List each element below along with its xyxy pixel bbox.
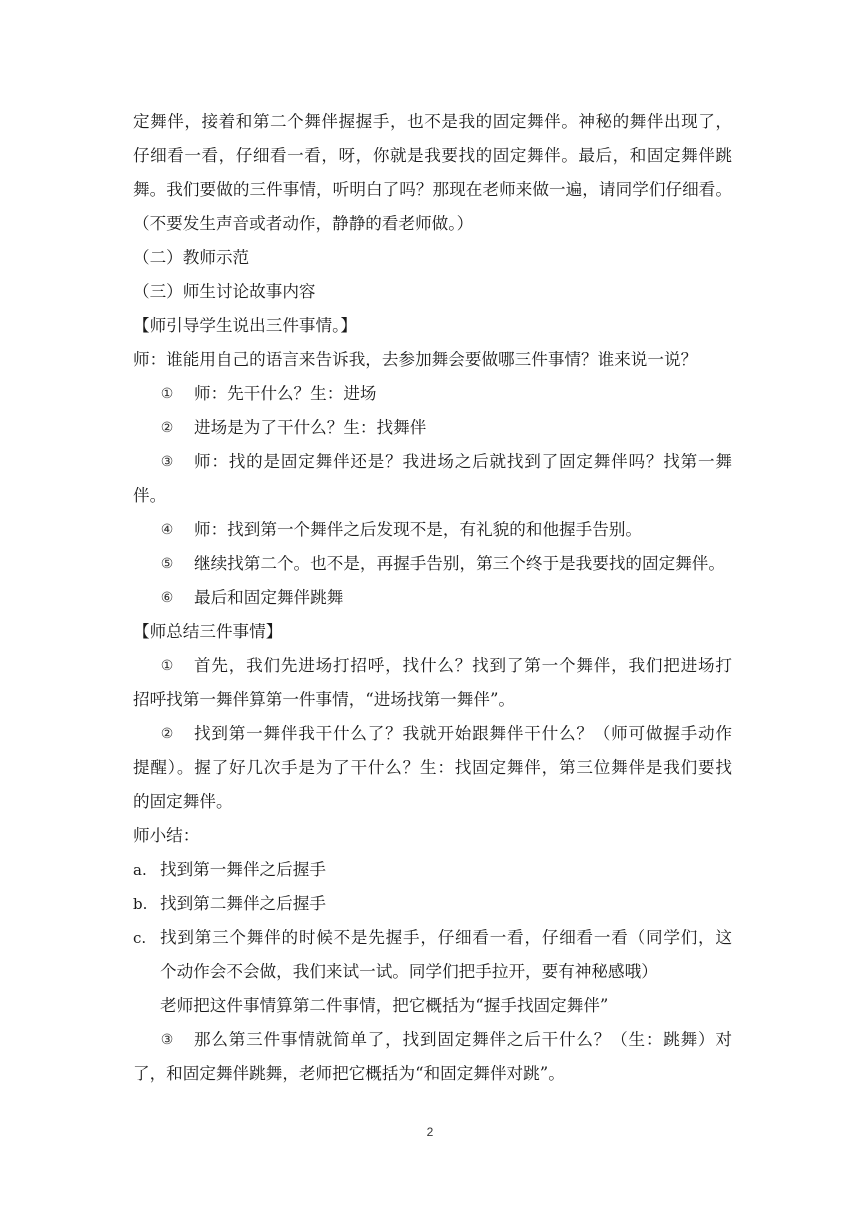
list-number: ⑥ [160,590,174,606]
bracket-heading: 【师总结三件事情】 [133,622,283,641]
list-item: 最后和固定舞伴跳舞 [194,588,344,607]
list-number: ② [160,726,174,742]
section-heading: （二）教师示范 [133,248,250,267]
list-item: 师：先干什么？生：进场 [194,384,377,403]
list-number: ⑤ [160,556,174,572]
list-item: 师：找的是固定舞伴还是？我进场之后就找到了固定舞伴吗？找第一舞 [194,452,732,471]
paragraph-line: 定舞伴，接着和第二个舞伴握握手，也不是我的固定舞伴。神秘的舞伴出现了， [133,112,732,131]
paragraph-line: 师：谁能用自己的语言来告诉我，去参加舞会要做哪三件事情？谁来说一说？ [133,350,698,369]
list-item-continuation: 招呼找第一舞伴算第一件事情，“进场找第一舞伴”。 [133,690,516,709]
paragraph-line: （不要发生声音或者动作，静静的看老师做。） [133,214,474,233]
list-item-continuation: 了，和固定舞伴跳舞，老师把它概括为“和固定舞伴对跳”。 [133,1064,565,1083]
summary-label: 师小结： [133,826,200,845]
list-number: ① [160,386,174,402]
list-letter: a. [133,861,147,879]
list-item-continuation: 提醒）。握了好几次手是为了干什么？生：找固定舞伴，第三位舞伴是我们要找 [133,758,732,777]
list-number: ③ [160,454,174,470]
list-item: 那么第三件事情就简单了，找到固定舞伴之后干什么？（生：跳舞）对 [194,1030,732,1049]
list-item: 找到第三个舞伴的时候不是先握手，仔细看一看，仔细看一看（同学们，这 [160,928,732,947]
list-item: 找到第一舞伴之后握手 [160,860,326,879]
list-letter: c. [133,929,147,947]
list-item-continuation: 伴。 [133,486,167,505]
list-item: 找到第一舞伴我干什么了？我就开始跟舞伴干什么？（师可做握手动作 [194,724,732,743]
paragraph-line: 舞。我们要做的三件事情，听明白了吗？那现在老师来做一遍，请同学们仔细看。 [133,180,732,199]
paragraph-line: 仔细看一看，仔细看一看，呀，你就是我要找的固定舞伴。最后，和固定舞伴跳 [133,146,732,165]
list-item: 进场是为了干什么？生：找舞伴 [194,418,427,437]
bracket-heading: 【师引导学生说出三件事情。】 [133,316,358,335]
list-number: ③ [160,1032,174,1048]
indented-paragraph: 老师把这件事情算第二件事情，把它概括为“握手找固定舞伴” [160,996,609,1015]
list-number: ① [160,658,174,674]
list-item: 首先，我们先进场打招呼，找什么？找到了第一个舞伴，我们把进场打 [194,656,732,675]
list-item: 找到第二舞伴之后握手 [160,894,326,913]
list-item: 师：找到第一个舞伴之后发现不是，有礼貌的和他握手告别。 [194,520,643,539]
list-item-continuation: 个动作会不会做，我们来试一试。同学们把手拉开，要有神秘感哦） [160,962,658,981]
list-number: ② [160,420,174,436]
page-number: 2 [426,1125,434,1139]
list-item: 继续找第二个。也不是，再握手告别，第三个终于是我要找的固定舞伴。 [194,554,725,573]
section-heading: （三）师生讨论故事内容 [133,282,316,301]
list-item-continuation: 的固定舞伴。 [133,792,233,811]
list-letter: b. [133,895,148,913]
list-number: ④ [160,522,174,538]
